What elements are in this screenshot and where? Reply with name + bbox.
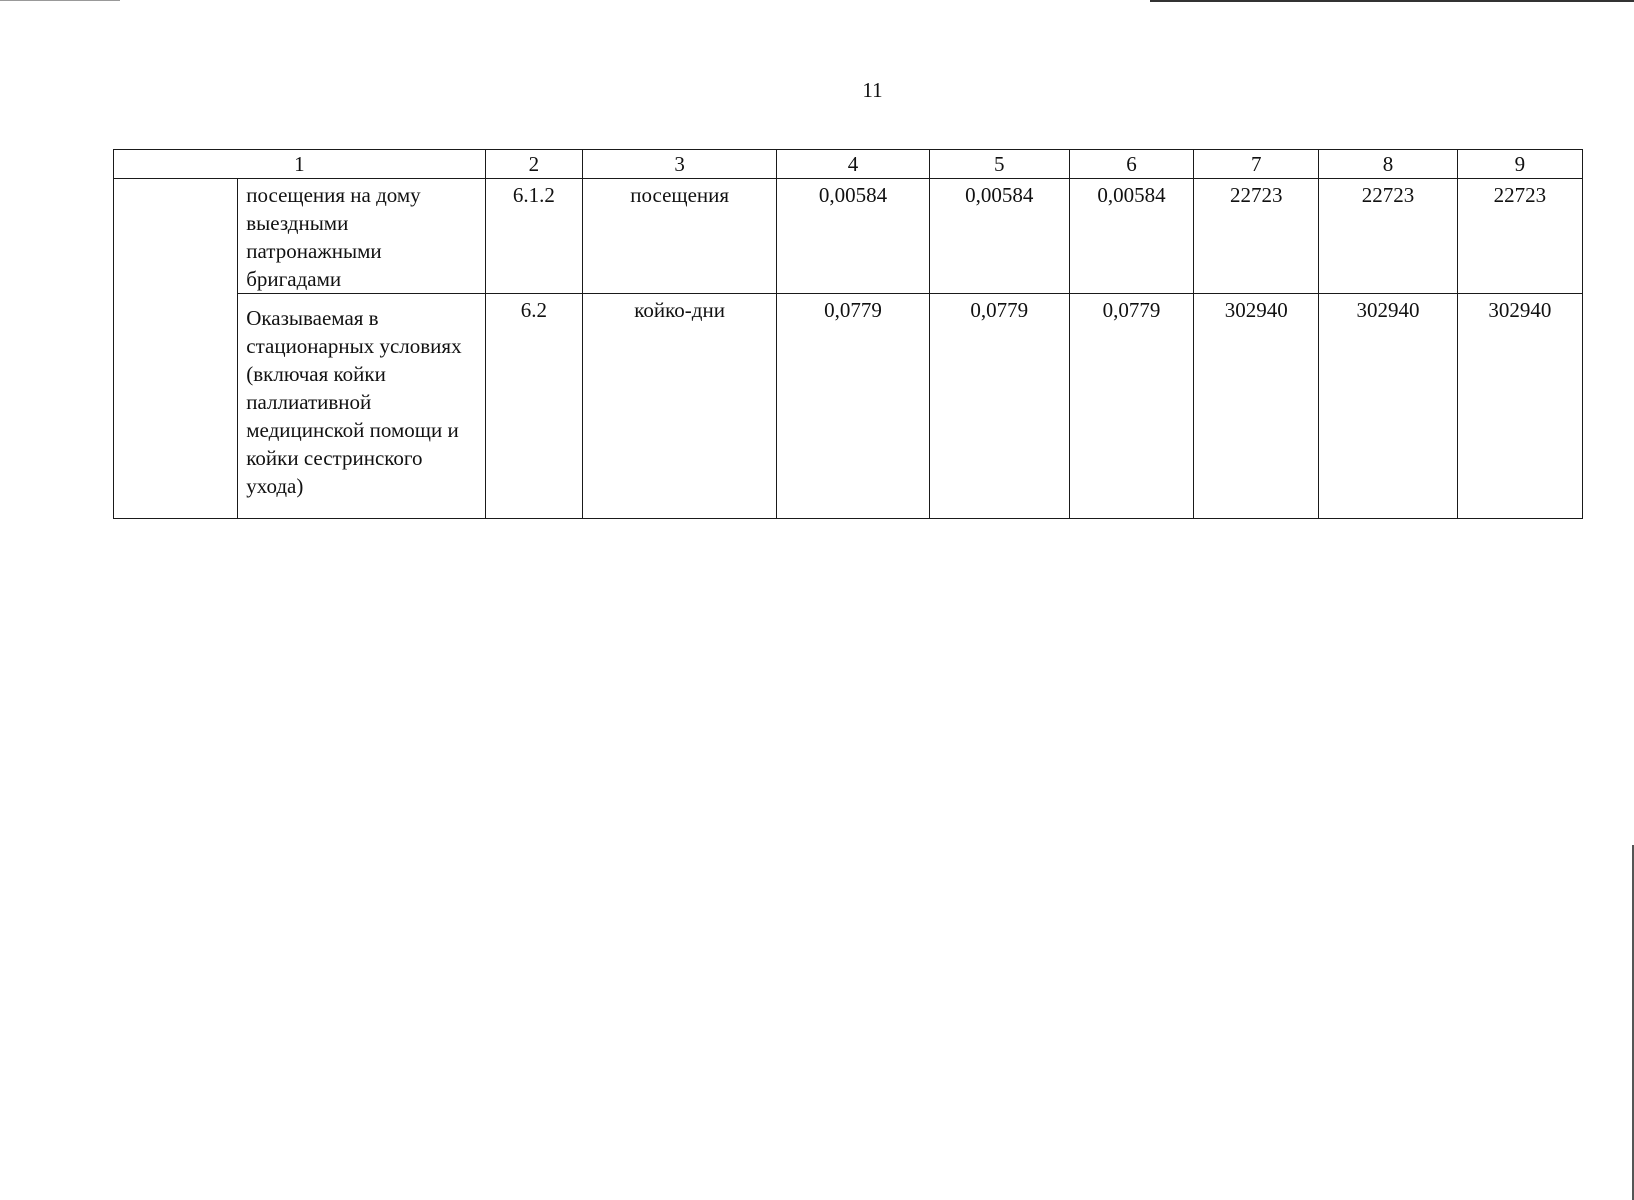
row-unit-cell: койко-дни [582, 294, 776, 519]
row-value-4: 0,00584 [777, 179, 929, 294]
row-name-cell: Оказываемая в стационарных условиях (включая койки паллиативной медицинской помощи и койки сестринского ухода) [238, 294, 486, 519]
page-number: 11 [862, 78, 883, 102]
row-value-6: 0,0779 [1069, 294, 1193, 519]
scan-edge-top-right [1150, 0, 1634, 2]
row-value-7: 22723 [1194, 179, 1319, 294]
row-value-7: 302940 [1194, 294, 1319, 519]
header-cell-5: 5 [929, 150, 1069, 179]
row-name-cell: посещения на дому выездными патронажными бригадами [238, 179, 486, 294]
table-row [114, 294, 1583, 519]
header-cell-6: 6 [1069, 150, 1193, 179]
row-value-8: 22723 [1319, 179, 1457, 294]
header-cell-9: 9 [1457, 150, 1582, 179]
data-table [113, 149, 1583, 519]
header-cell-2: 2 [485, 150, 582, 179]
header-cell-1: 1 [114, 150, 486, 179]
header-cell-4: 4 [777, 150, 929, 179]
table-row [114, 179, 1583, 294]
header-cell-3: 3 [582, 150, 776, 179]
table-header-row [114, 150, 1583, 179]
row-value-6: 0,00584 [1069, 179, 1193, 294]
row-value-4: 0,0779 [777, 294, 929, 519]
header-cell-8: 8 [1319, 150, 1457, 179]
header-cell-7: 7 [1194, 150, 1319, 179]
row-value-9: 22723 [1457, 179, 1582, 294]
row-value-5: 0,00584 [929, 179, 1069, 294]
scan-edge-top-left [0, 0, 120, 1]
row-code-cell: 6.1.2 [485, 179, 582, 294]
blank-group-cell [114, 179, 238, 519]
row-value-8: 302940 [1319, 294, 1457, 519]
row-unit-cell: посещения [582, 179, 776, 294]
row-code-cell: 6.2 [485, 294, 582, 519]
row-value-9: 302940 [1457, 294, 1582, 519]
row-value-5: 0,0779 [929, 294, 1069, 519]
